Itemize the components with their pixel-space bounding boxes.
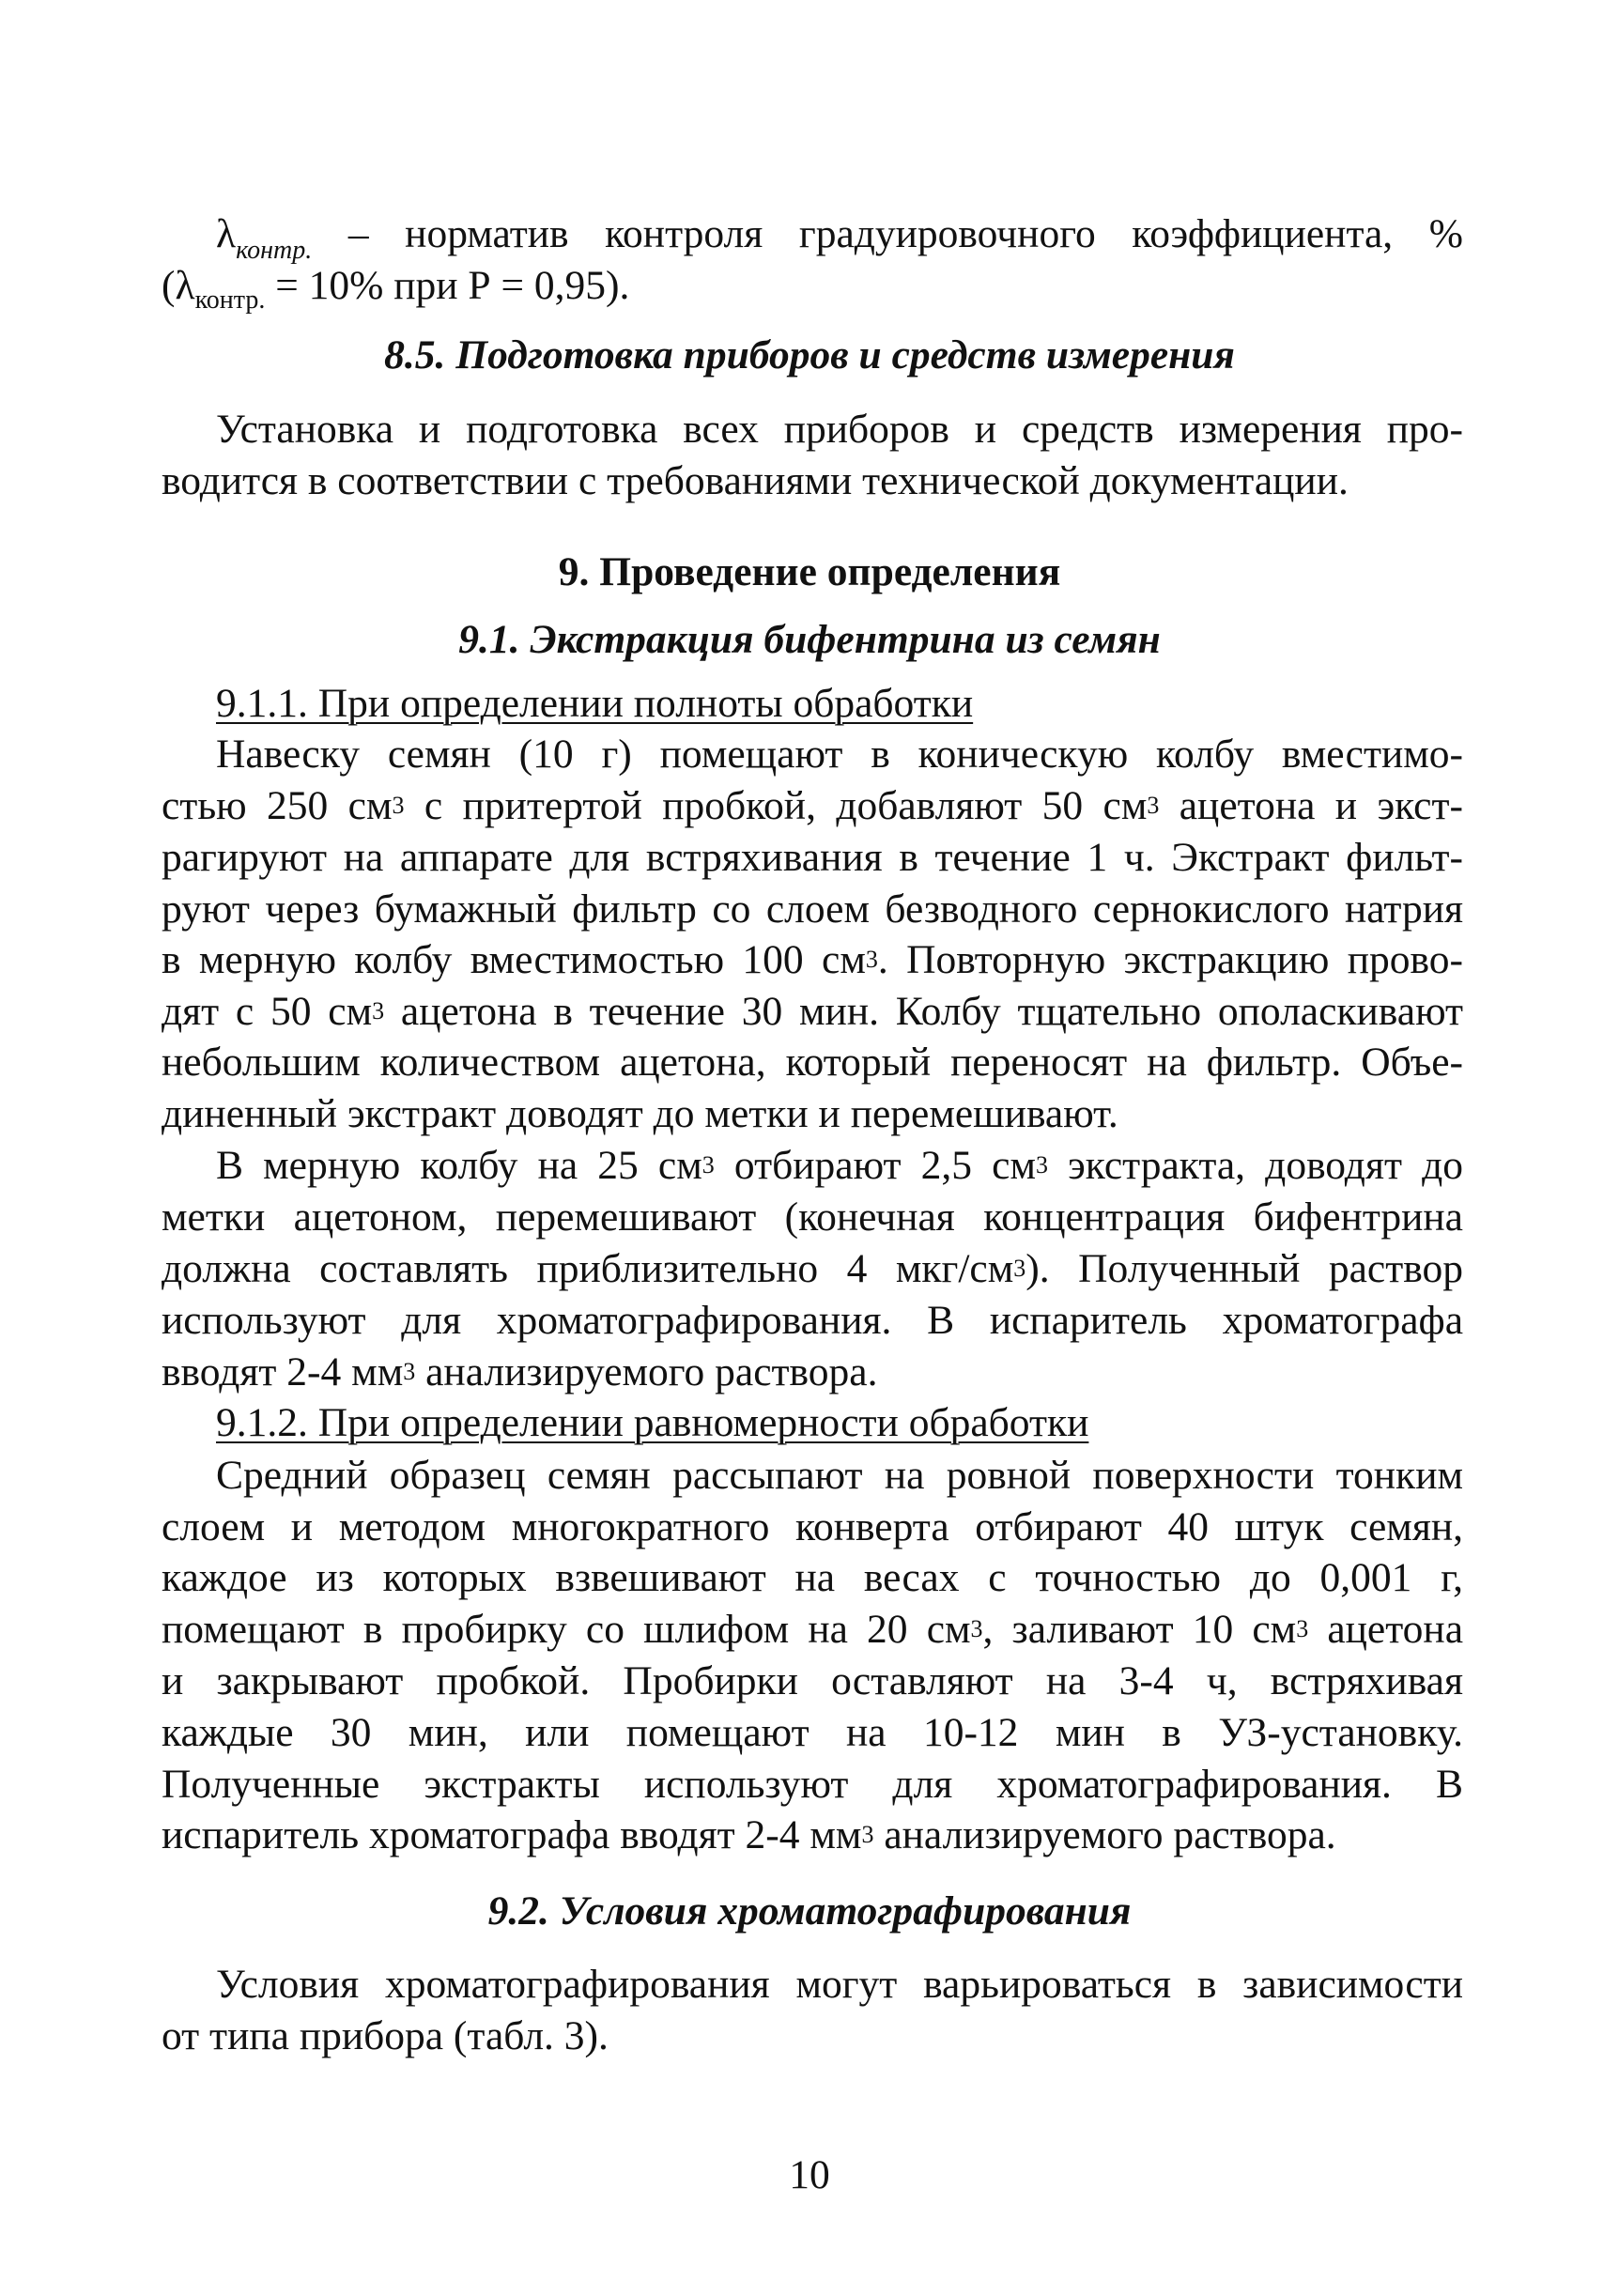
paragraph-line: руют через бумажный фильтр со слоем безводного сернокислого натрия (162, 886, 1463, 932)
paragraph-line: Навеску семян (10 г) помещают в коническую колбу вместимо- (216, 732, 1463, 777)
paragraph-line: Условия хроматографирования могут варьироваться в зависимости (216, 1962, 1463, 2007)
subheading-9-1-1: 9.1.1. При определении полноты обработки (216, 681, 974, 726)
heading-9-1: 9.1. Экстракция бифентрина из семян (458, 617, 1161, 662)
lambda-value-line: ($\lambda_{контр.} = 10\%$ при Р = 0,95). (162, 263, 630, 315)
paragraph-line: стью 250 $см^3$ с притертой пробкой, добавляют 50 $см^3$ ацетона и экст- (162, 783, 1463, 828)
heading-8-5: 8.5. Подготовка приборов и средств измерения (384, 332, 1235, 378)
paragraph-line: дят с 50 $см^3$ ацетона в течение 30 мин. Колбу тщательно ополаскивают (162, 989, 1464, 1034)
paragraph-line: В мерную колбу на 25 $см^3$ отбирают 2,5 $см^3$ экстракта, доводят до (216, 1143, 1463, 1188)
paragraph-line: и закрывают пробкой. Пробирки оставляют на 3-4 ч, встряхивая (162, 1658, 1463, 1703)
paragraph-line: помещают в пробирку со шлифом на 20 $см^3$, заливают 10 $см^3$ ацетона (162, 1607, 1463, 1652)
paragraph-line: используют для хроматографирования. В испаритель хроматографа (162, 1298, 1463, 1343)
paragraph-line: небольшим количеством ацетона, который переносят на фильтр. Объе- (162, 1040, 1463, 1085)
lambda-definition-line: $\lambda_{контр.}$ – норматив контроля градуировочного коэффициента, % (216, 211, 1463, 265)
paragraph-line: испаритель хроматографа вводят 2-4 $мм^3$ анализируемого раствора. (162, 1812, 1336, 1857)
paragraph-line: метки ацетоном, перемешивают (конечная концентрация бифентрина (162, 1194, 1463, 1240)
paragraph-line: должна составлять приблизительно 4 мкг/$см^3$). Полученный раствор (162, 1246, 1463, 1291)
paragraph-line: каждые 30 мин, или помещают на 10-12 мин в УЗ-установку. (162, 1710, 1463, 1755)
paragraph-line: Средний образец семян рассыпают на ровной поверхности тонким (216, 1453, 1463, 1498)
paragraph-line: вводят 2-4 $мм^3$ анализируемого раствора. (162, 1349, 878, 1395)
paragraph-line: каждое из которых взвешивают на весах с точностью до 0,001 г, (162, 1555, 1463, 1600)
paragraph-8-5-line: водится в соответствии с требованиями технической документации. (162, 458, 1349, 503)
heading-9-2: 9.2. Условия хроматографирования (487, 1888, 1132, 1934)
paragraph-line: слоем и методом многократного конверта отбирают 40 штук семян, (162, 1504, 1463, 1549)
paragraph-line: в мерную колбу вместимостью 100 $см^3$. Повторную экстракцию прово- (162, 937, 1463, 982)
paragraph-line: Полученные экстракты используют для хроматографирования. В (162, 1762, 1463, 1807)
heading-9: 9. Проведение определения (558, 549, 1061, 594)
paragraph-line: от типа прибора (табл. 3). (162, 2013, 609, 2058)
paragraph-8-5-line: Установка и подготовка всех приборов и средств измерения про- (216, 407, 1463, 452)
page-number: 10 (789, 2152, 830, 2197)
subheading-9-1-2: 9.1.2. При определении равномерности обработки (216, 1400, 1089, 1445)
paragraph-line: диненный экстракт доводят до метки и перемешивают. (162, 1091, 1118, 1136)
paragraph-line: рагируют на аппарате для встряхивания в течение 1 ч. Экстракт фильт- (162, 835, 1463, 880)
